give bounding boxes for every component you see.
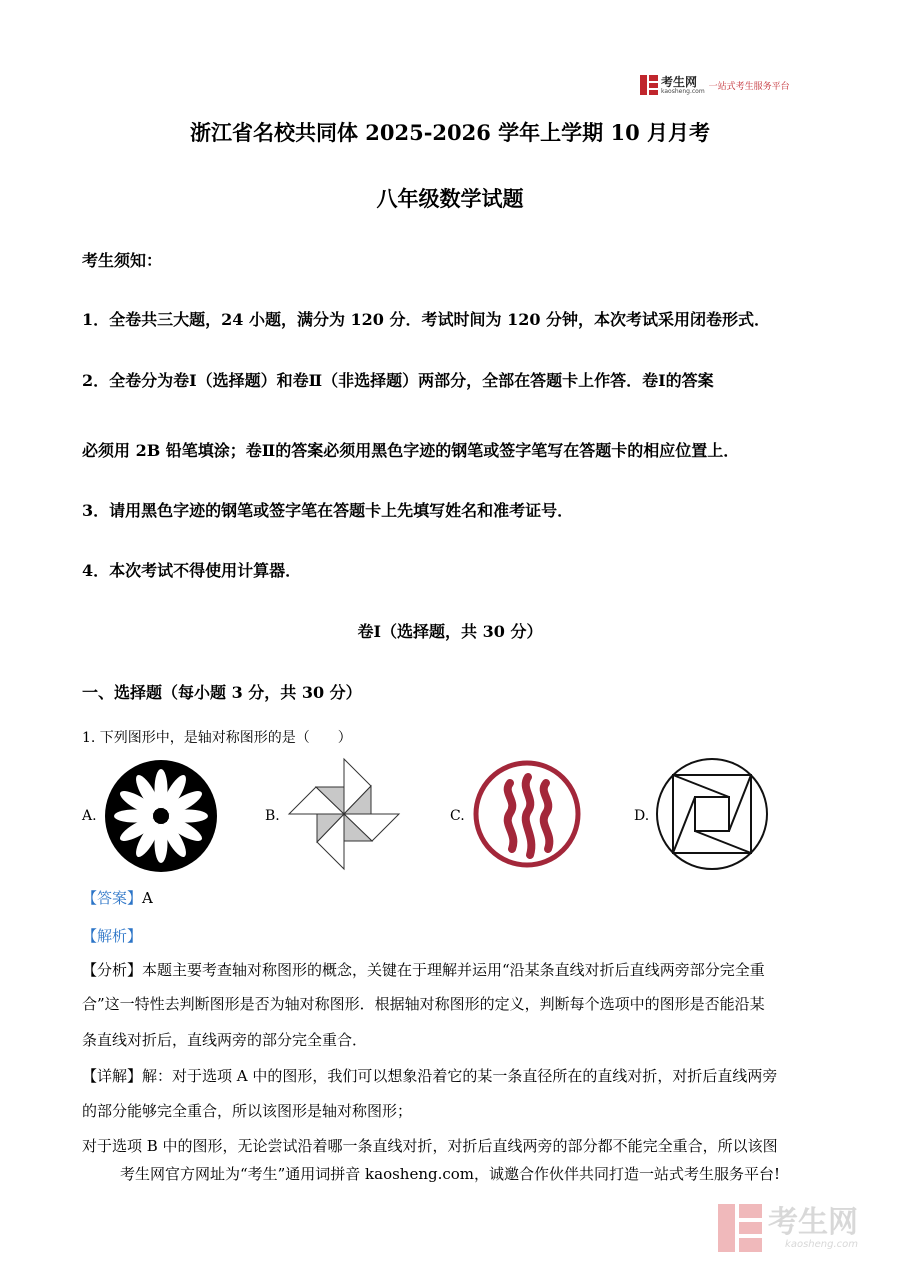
question-1-stem: 1. 下列图形中，是轴对称图形的是（ ）	[82, 730, 352, 746]
header-logo	[640, 73, 790, 97]
option-b-figure	[287, 757, 401, 875]
xiangjie-label: 【详解】	[82, 1067, 143, 1085]
answer-label: 【答案】	[82, 889, 143, 907]
logo-url: kaosheng.com	[661, 87, 705, 95]
notice-item-4: 4．本次考试不得使用计算器．	[82, 561, 302, 580]
hot-spring-icon	[472, 759, 582, 869]
logo-slogan: 一站式考生服务平台	[708, 81, 790, 92]
fenxi-label: 【分析】	[82, 961, 143, 979]
xiangjie-line-1	[82, 1065, 777, 1086]
exam-title: 浙江省名校共同体 2025-2026 学年上学期 10 月月考	[189, 120, 711, 145]
analysis-label: 【解析】	[82, 927, 143, 945]
answer-line	[82, 887, 153, 908]
kaosheng-logo-icon	[640, 75, 658, 95]
flower-wheel-icon	[104, 759, 218, 873]
fenxi-line-3: 条直线对折后，直线两旁的部分完全重合．	[82, 1031, 368, 1049]
option-a-label: A.	[82, 808, 97, 824]
option-c-figure	[472, 759, 582, 873]
part-title: 一、选择题（每小题 3 分，共 30 分）	[82, 683, 362, 702]
exam-subtitle: 八年级数学试题	[376, 186, 524, 211]
square-in-circle-icon	[655, 757, 769, 871]
notice-item-2b: 必须用 2B 铅笔填涂；卷Ⅱ的答案必须用黑色字迹的钢笔或签字笔写在答题卡的相应位置上．	[82, 441, 740, 460]
xiangjie-text-1: 解：对于选项 A 中的图形，我们可以想象沿着它的某一条直径所在的直线对折，对折后直线两旁	[142, 1067, 778, 1085]
option-d-figure	[655, 757, 769, 875]
pinwheel-icon	[287, 757, 401, 871]
xiangjie-line-2: 的部分能够完全重合，所以该图形是轴对称图形；	[82, 1102, 413, 1120]
watermark-name: 考生网	[768, 1204, 858, 1240]
option-a-figure	[104, 759, 218, 877]
fenxi-line-2: 合”这一特性去判断图形是否为轴对称图形．根据轴对称图形的定义，判断每个选项中的图形是否能沿某	[82, 995, 765, 1013]
fenxi-text-1: 本题主要考查轴对称图形的概念，关键在于理解并运用“沿某条直线对折后直线两旁部分完全重	[142, 961, 765, 979]
notice-item-3: 3．请用黑色字迹的钢笔或签字笔在答题卡上先填写姓名和准考证号．	[82, 501, 574, 520]
footer-text: 考生网官方网址为“考生”通用词拼音 kaosheng.com，诚邀合作伙伴共同打造一站式考生服务平台!	[119, 1165, 781, 1183]
xiangjie-line-3: 对于选项 B 中的图形，无论尝试沿着哪一条直线对折，对折后直线两旁的部分都不能完全重合，所以该图	[82, 1137, 778, 1155]
notice-item-2a: 2．全卷分为卷Ⅰ（选择题）和卷Ⅱ（非选择题）两部分，全部在答题卡上作答．卷Ⅰ的答案	[82, 371, 714, 390]
notice-item-1: 1．全卷共三大题，24 小题，满分为 120 分．考试时间为 120 分钟，本次考试采用闭卷形式．	[82, 310, 771, 329]
option-d-label: D.	[634, 808, 650, 824]
kaosheng-watermark-icon	[718, 1204, 762, 1252]
fenxi-line-1	[82, 959, 765, 980]
answer-value: A	[142, 889, 153, 907]
watermark	[718, 1204, 858, 1252]
volume-title: 卷Ⅰ（选择题，共 30 分）	[357, 622, 543, 641]
option-c-label: C.	[450, 808, 465, 824]
option-b-label: B.	[265, 808, 280, 824]
logo-name: 考生网	[661, 74, 698, 89]
notice-heading: 考生须知：	[82, 251, 163, 270]
watermark-url: kaosheng.com	[785, 1238, 858, 1250]
